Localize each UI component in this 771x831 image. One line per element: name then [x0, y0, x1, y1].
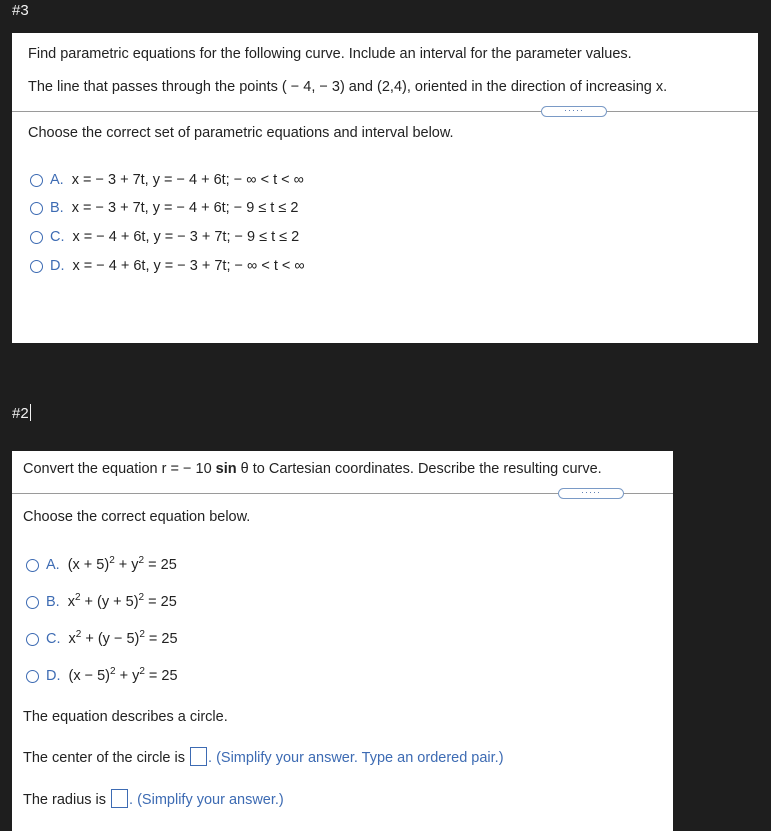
option-b[interactable]: B. x = − 3 + 7t, y = − 4 + 6t; − 9 ≤ t ≤ 2 [30, 200, 298, 216]
problem-2-panel [12, 451, 673, 831]
radio-c[interactable] [26, 633, 39, 646]
problem-3-prompt: Choose the correct set of parametric equations and interval below. [28, 125, 454, 141]
problem-3-panel [12, 33, 758, 343]
option-c[interactable]: C. $x^2 + (y - 5)^2 = 25$ [26, 631, 178, 647]
radius-answer-input[interactable] [111, 789, 128, 808]
center-question: The center of the circle is . (Simplify your answer. Type an ordered pair.) [23, 747, 504, 766]
expand-button[interactable]: ····· [558, 488, 624, 499]
problem-2-statement: Convert the equation r = − 10 sin θ to Cartesian coordinates. Describe the resulting curve. [23, 461, 602, 477]
radio-c[interactable] [30, 231, 43, 244]
radio-a[interactable] [26, 559, 39, 572]
text-caret [30, 404, 31, 421]
option-b[interactable]: B. $x^2 + (y + 5)^2 = 25$ [26, 594, 177, 610]
radio-d[interactable] [30, 260, 43, 273]
radio-d[interactable] [26, 670, 39, 683]
option-a[interactable]: A. x = − 3 + 7t, y = − 4 + 6t; − ∞ < t < ∞ [30, 172, 304, 188]
divider [12, 111, 758, 112]
radio-a[interactable] [30, 174, 43, 187]
radius-question: The radius is . (Simplify your answer.) [23, 789, 284, 808]
option-a[interactable]: A. $(x + 5)^2 + y^2 = 25$ [26, 557, 177, 573]
problem-2-prompt: Choose the correct equation below. [23, 509, 251, 525]
radio-b[interactable] [30, 202, 43, 215]
expand-button[interactable]: ····· [541, 106, 607, 117]
problem-2-label: #2 [12, 405, 29, 422]
option-d[interactable]: D. $(x - 5)^2 + y^2 = 25$ [26, 668, 178, 684]
option-c[interactable]: C. x = − 4 + 6t, y = − 3 + 7t; − 9 ≤ t ≤ 2 [30, 229, 299, 245]
option-d[interactable]: D. x = − 4 + 6t, y = − 3 + 7t; − ∞ < t < ∞ [30, 258, 305, 274]
problem-3-instruction: Find parametric equations for the following curve. Include an interval for the parameter values. [28, 46, 632, 62]
center-answer-input[interactable] [190, 747, 207, 766]
radio-b[interactable] [26, 596, 39, 609]
curve-description: The equation describes a circle. [23, 709, 228, 725]
problem-3-label: #3 [12, 2, 29, 19]
problem-3-statement: The line that passes through the points ( − 4, − 3) and (2,4), oriented in the direction of increasing x. [28, 79, 668, 95]
